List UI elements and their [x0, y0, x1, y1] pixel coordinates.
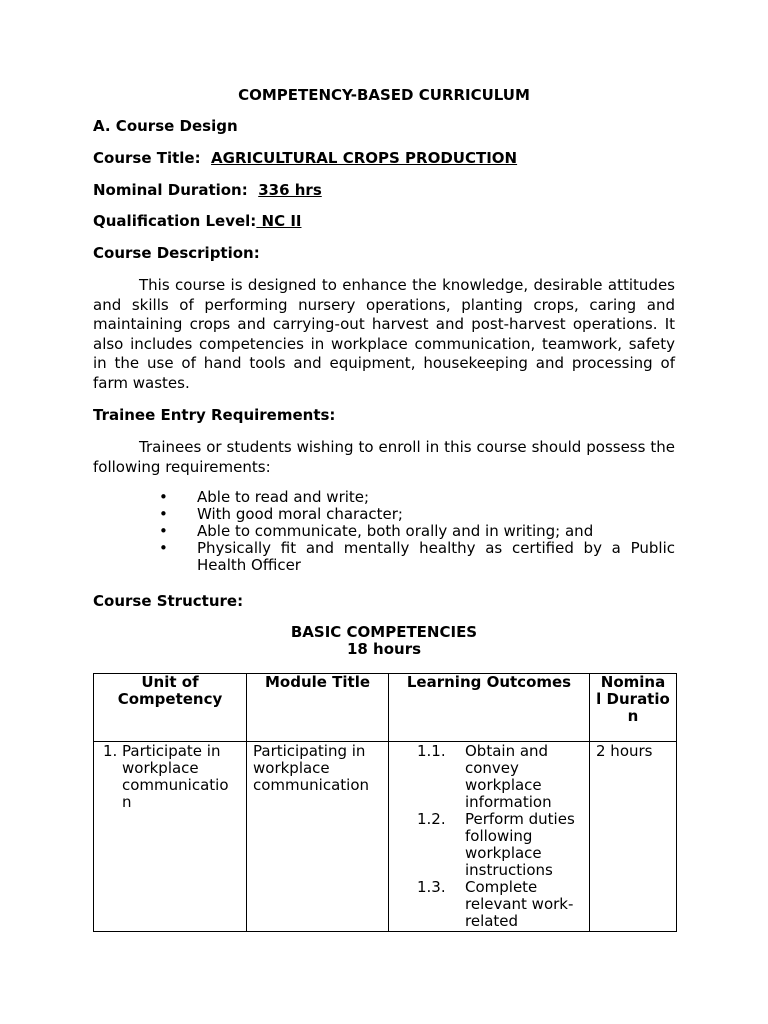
course-description-heading: Course Description: — [93, 244, 260, 262]
cell-unit-of-competency — [94, 742, 247, 932]
qualification-level-value: NC II — [256, 212, 302, 230]
bullet-icon: • — [159, 488, 168, 506]
unit-text: Participate in workplace communicatio n — [122, 742, 229, 811]
nominal-duration-line — [93, 181, 675, 200]
qualification-level-line — [93, 212, 675, 231]
outcome-text: Complete relevant work-related — [465, 878, 574, 930]
list-item — [395, 879, 583, 930]
basic-competencies-title: BASIC COMPETENCIES — [290, 623, 478, 641]
outcome-text: Obtain and convey workplace information — [465, 742, 552, 811]
course-title-value: AGRICULTURAL CROPS PRODUCTION — [211, 149, 518, 167]
bullet-icon: • — [159, 505, 168, 523]
list-item: • With good moral character; — [159, 505, 403, 523]
bullet-icon: • — [159, 522, 168, 540]
entry-requirements-list — [93, 489, 675, 574]
competency-table — [93, 673, 677, 932]
table-header-row — [94, 674, 677, 742]
outcome-number: 1.2. — [417, 810, 446, 828]
list-item: • Able to communicate, both orally and in writing; and — [159, 522, 594, 540]
cell-learning-outcomes — [389, 742, 590, 932]
course-description-text: This course is designed to enhance the knowledge, desirable attitudes and skills of performing nursery operations, planting crops, caring and maintaining crops and carrying-out harvest and post-harvest operations. It also includes competencies in workplace communication, teamwork, safety in the use of hand tools and equipment, housekeeping and processing of farm wastes. — [93, 276, 675, 392]
list-item — [395, 811, 583, 879]
outcome-number: 1.3. — [417, 878, 446, 896]
header-nominal-duration: Nomina l Duratio n — [590, 674, 677, 742]
course-title-label: Course Title: — [93, 149, 201, 167]
outcome-text: Perform duties following workplace instructions — [465, 810, 575, 879]
nominal-duration-label: Nominal Duration: — [93, 181, 248, 199]
table-row — [94, 742, 677, 932]
section-heading-course-design: A. Course Design — [93, 117, 238, 135]
unit-number: 1. — [103, 742, 118, 760]
entry-requirements-intro: Trainees or students wishing to enroll in this course should possess the following requirements: — [93, 438, 675, 476]
nominal-duration-value: 336 hrs — [258, 181, 322, 199]
header-learning-outcomes: Learning Outcomes — [389, 674, 590, 742]
list-item: • Able to read and write; — [159, 488, 370, 506]
document-title: COMPETENCY-BASED CURRICULUM — [238, 86, 530, 104]
cell-nominal-duration: 2 hours — [590, 742, 677, 932]
list-item — [395, 743, 583, 811]
cell-module-title: Participating in workplace communication — [247, 742, 389, 932]
basic-competencies-hours: 18 hours — [346, 640, 422, 658]
list-item: • Physically fit and mentally healthy as certified by a Public Health Officer — [159, 539, 675, 574]
course-title-line — [93, 149, 675, 168]
bullet-icon: • — [159, 539, 168, 557]
header-unit-of-competency: Unit of Competency — [94, 674, 247, 742]
header-module-title: Module Title — [247, 674, 389, 742]
course-structure-heading: Course Structure: — [93, 592, 244, 610]
entry-requirements-heading: Trainee Entry Requirements: — [93, 406, 336, 424]
qualification-level-label: Qualification Level: — [93, 212, 257, 230]
outcome-number: 1.1. — [417, 742, 446, 760]
